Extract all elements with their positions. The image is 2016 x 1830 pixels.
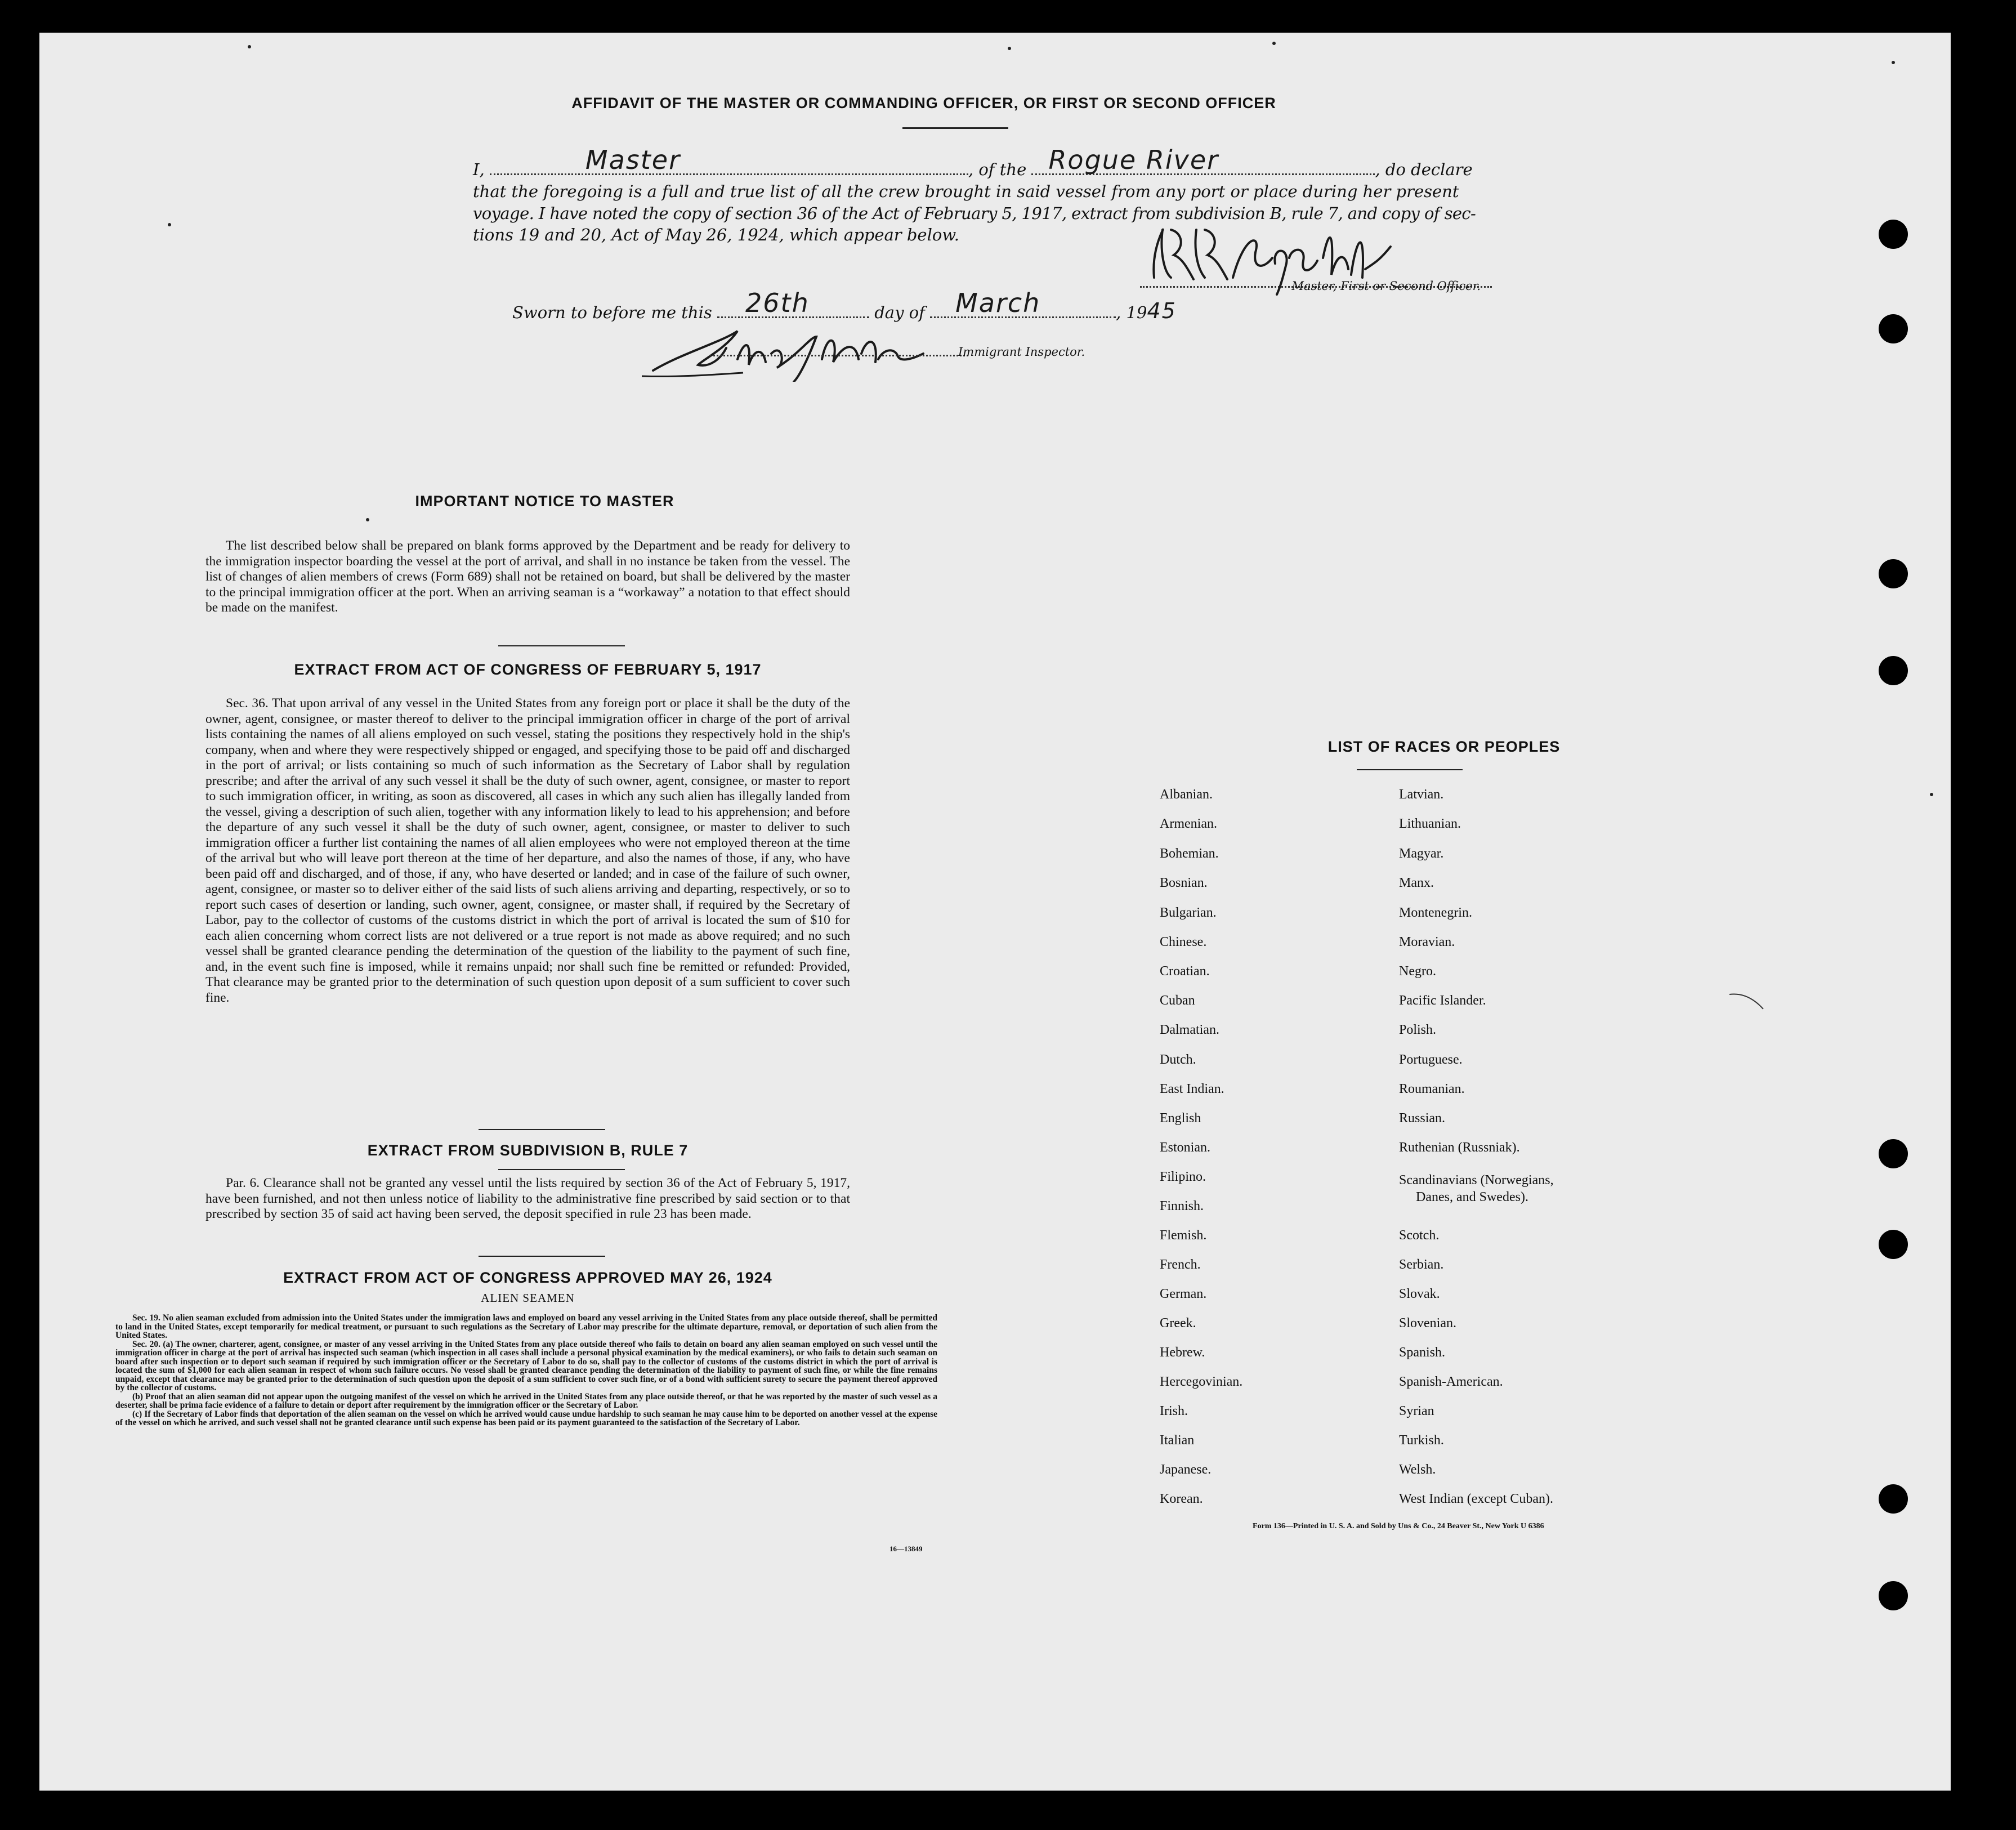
race-right-20: Spanish-American.: [1399, 1374, 1503, 1389]
binder-hole: [1879, 314, 1908, 343]
speck: [168, 223, 171, 226]
race-right-5: Moravian.: [1399, 935, 1455, 949]
race-right-23: Welsh.: [1399, 1462, 1436, 1477]
master-signature-caption: Master, First or Second Officer.: [1291, 279, 1481, 293]
race-right-16: Serbian.: [1399, 1257, 1444, 1272]
race-right-21: Syrian: [1399, 1404, 1434, 1418]
races-divider: [1357, 769, 1463, 770]
speck: [1930, 793, 1933, 796]
sec20c-body: (c) If the Secretary of Labor finds that deportation of the alien seaman on the vessel on which he arrived would cause undue hardship to such seaman he may cause him to be deported on another vessel at the expense of the vessel on which he arrived, and such vessel shall not be granted clearance until such expense has been paid or its payment guaranteed to the satisfaction of the Secretary of Labor.: [115, 1409, 937, 1427]
race-left-19: Hebrew.: [1160, 1345, 1205, 1360]
race-left-4: Bulgarian.: [1160, 905, 1217, 920]
rule7-divider: [479, 1256, 605, 1257]
race-right-14: Danes, and Swedes).: [1416, 1190, 1528, 1204]
month-field: [930, 288, 1116, 318]
race-right-7: Pacific Islander.: [1399, 993, 1486, 1008]
race-left-14: Finnish.: [1160, 1199, 1204, 1213]
notice-body: The list described below shall be prepared on blank forms approved by the Department and be ready for delivery to the immigration inspector boarding the vessel at the port of arrival, and shall in no instance be taken from the vessel. The list of changes of alien members of crews (Form 689) shall not be retained on board, but shall be delivered by the master to the principal immigration officer at the port. When an arriving seaman is a “workaway” a notation to that effect should be made on the manifest.: [205, 538, 850, 615]
day-handwriting: 26th: [745, 288, 810, 318]
affidavit-title: AFFIDAVIT OF THE MASTER OR COMMANDING OFFICER, OR FIRST OR SECOND OFFICER: [571, 95, 1276, 111]
race-right-2: Magyar.: [1399, 846, 1444, 861]
race-left-10: East Indian.: [1160, 1082, 1224, 1096]
race-left-8: Dalmatian.: [1160, 1023, 1219, 1037]
affidavit-line-4: tions 19 and 20, Act of May 26, 1924, which appear below.: [473, 225, 959, 244]
race-left-11: English: [1160, 1111, 1201, 1126]
rule7-body: Par. 6. Clearance shall not be granted any vessel until the lists required by section 36 of the Act of February 5, 1917, have been furnished, and not then unless notice of liability to the administrative fine prescribed by said section or to that prescribed by section 35 of said act having been served, the deposit specified in rule 23 has been made.: [205, 1176, 850, 1221]
rule7-title-divider: [498, 1169, 625, 1170]
rule7-title: EXTRACT FROM SUBDIVISION B, RULE 7: [367, 1142, 689, 1159]
rule7-block: [205, 1176, 850, 1222]
race-left-15: Flemish.: [1160, 1228, 1207, 1243]
notice-body-block: [205, 538, 850, 616]
vessel-name-field: [1031, 145, 1375, 175]
do-declare-label: , do declare: [1375, 160, 1473, 179]
race-left-5: Chinese.: [1160, 935, 1207, 949]
race-right-13: Scandinavians (Norwegians,: [1399, 1173, 1554, 1188]
race-right-22: Turkish.: [1399, 1433, 1444, 1448]
notice-title: IMPORTANT NOTICE TO MASTER: [415, 493, 674, 510]
races-title: LIST OF RACES OR PEOPLES: [1327, 738, 1561, 755]
sec19-body: Sec. 19. No alien seaman excluded from admission into the United States under the immigration laws and employed on board any vessel arriving in the United States from any place outside thereof, shall be permitted to land in the United States, except temporarily for medical treatment, or pursuant to such regulations as the Secretary of Labor may prescribe for the ultimate departure, removal, or deportation of such alien from the United States.: [115, 1313, 937, 1340]
race-left-17: German.: [1160, 1287, 1207, 1301]
notice-divider: [498, 645, 625, 646]
binder-hole: [1879, 1484, 1908, 1514]
race-left-2: Bohemian.: [1160, 846, 1219, 861]
race-right-4: Montenegrin.: [1399, 905, 1472, 920]
binder-hole: [1879, 220, 1908, 249]
binder-hole: [1879, 1139, 1908, 1168]
year-handwriting: 45: [1147, 298, 1177, 323]
race-right-24: West Indian (except Cuban).: [1399, 1492, 1553, 1506]
race-left-7: Cuban: [1160, 993, 1195, 1008]
document-page: [39, 33, 1951, 1791]
extract-1924-title: EXTRACT FROM ACT OF CONGRESS APPROVED MAY 26, 1924: [283, 1269, 772, 1286]
affidavit-line-2: that the foregoing is a full and true list of all the crew brought in said vessel from any port or place during her present: [473, 182, 1459, 201]
sec20a-body: Sec. 20. (a) The owner, charterer, agent, consignee, or master of any vessel arriving in the United States from any place outside thereof who fails to detain on board any alien seaman employed on such vessel until the immigration officer in charge at the port of arrival has inspected such seaman (which inspection in all cases shall include a personal physical examination by the medical examiners), or who fails to detain such seaman on board after such inspection or to deport such seaman if required by such immigration officer or the Secretary of Labor to do so, shall pay to the collector of customs of the customs district in which the port of arrival is located the sum of $1,000 for each alien seaman in respect of whom such failure occurs. No vessel shall be granted clearance pending the determination of the liability to payment of such fine, or while the fine remains unpaid, except that clearance may be granted prior to the determination of such question upon the deposit of a sum sufficient to cover such fine, or of a bond with sufficient surety to secure the payment thereof approved by the collector of customs.: [115, 1339, 937, 1392]
race-right-19: Spanish.: [1399, 1345, 1446, 1360]
title-divider: [902, 127, 1008, 129]
inspector-signature-mark: [631, 314, 946, 382]
stray-pen-mark: [1728, 990, 1768, 1012]
race-right-11: Russian.: [1399, 1111, 1446, 1126]
race-left-13: Filipino.: [1160, 1170, 1206, 1184]
race-right-10: Roumanian.: [1399, 1082, 1465, 1096]
race-left-23: Japanese.: [1160, 1462, 1212, 1477]
extract-1924-subtitle: ALIEN SEAMEN: [481, 1291, 575, 1305]
race-right-0: Latvian.: [1399, 787, 1444, 802]
race-left-6: Croatian.: [1160, 964, 1210, 979]
race-right-17: Slovak.: [1399, 1287, 1440, 1301]
binder-hole: [1879, 1230, 1908, 1259]
race-left-21: Irish.: [1160, 1404, 1188, 1418]
binder-hole: [1879, 1581, 1908, 1610]
inspector-caption: Immigrant Inspector.: [958, 345, 1085, 359]
day-of-label: day of: [874, 303, 925, 322]
race-left-9: Dutch.: [1160, 1052, 1196, 1067]
race-right-18: Slovenian.: [1399, 1316, 1456, 1331]
extract-1924-block: [115, 1314, 937, 1427]
i-label: I,: [473, 160, 485, 179]
sworn-label: Sworn to before me this: [512, 303, 712, 322]
speck: [248, 45, 251, 48]
race-right-12: Ruthenian (Russniak).: [1399, 1140, 1520, 1155]
race-right-1: Lithuanian.: [1399, 816, 1461, 831]
speck: [1008, 47, 1011, 50]
race-right-3: Manx.: [1399, 876, 1434, 890]
sec20b-body: (b) Proof that an alien seaman did not appear upon the outgoing manifest of the vessel on which he arrived in the United States from any place outside thereof, or that he was reported by the master of such vessel as a deserter, shall be prima facie evidence of a failure to detain or deport after requirement by the immigration officer or the Secretary of Labor.: [115, 1391, 937, 1410]
race-left-12: Estonian.: [1160, 1140, 1210, 1155]
officer-title-field: [490, 145, 968, 175]
month-handwriting: March: [955, 288, 1041, 318]
vessel-name-handwriting: Rogue River: [1048, 145, 1219, 175]
speck: [366, 518, 369, 521]
affidavit-line-1: [473, 145, 1576, 181]
race-right-9: Portuguese.: [1399, 1052, 1463, 1067]
race-left-16: French.: [1160, 1257, 1201, 1272]
race-left-18: Greek.: [1160, 1316, 1196, 1331]
inspector-signature-line: [709, 355, 968, 356]
extract-1917-body: Sec. 36. That upon arrival of any vessel in the United States from any foreign port or place it shall be the duty of the owner, agent, consignee, or master thereof to deliver to the principal immigration officer in charge of the port of arrival lists containing the names of all aliens employed on such vessel, stating the positions they respectively hold in the ship's company, when and where they were respectively shipped or engaged, and specifying those to be paid off and discharged in the port of arrival; or lists containing so much of such information as the Secretary of Labor shall by regulation prescribe; and after the arrival of any such vessel it shall be the duty of such owner, agent, consignee, or master to report to such immigration officer, in writing, as soon as discovered, all cases in which any such alien has illegally landed from the vessel, giving a description of such alien, together with any information likely to lead to his apprehension; and before the departure of any such vessel it shall be the duty of such owner, agent, consignee, or master to deliver to such immigration officer a further list containing the names of all alien employees who were not employed thereon at the time of the arrival but who will leave port thereon at the time of her departure, and also the names of those, if any, who have been paid off and discharged, and of those, if any, who have deserted or landed; and in case of the failure of such owner, agent, consignee, or master so to deliver either of the said lists of such aliens arriving and departing, respectively, or so to report such cases of desertion or landing, such owner, agent, consignee, or master shall, if required by the Secretary of Labor, pay to the collector of customs of the customs district in which the port of arrival is located the sum of $10 for each alien concerning whom correct lists are not delivered or a true report is not made as above required; and no such vessel shall be granted clearance pending the determination of the question of the liability to the payment of such fine, and, in the event such fine is imposed, while it remains unpaid; nor shall such fine be remitted or refunded: Provided, That clearance may be granted prior to the determination of such question upon deposit of a sum sufficient to cover such fine.: [205, 696, 850, 1005]
of-the-label: , of the: [968, 160, 1027, 179]
race-left-22: Italian: [1160, 1433, 1195, 1448]
extract-1917-block: [205, 696, 850, 1006]
race-left-0: Albanian.: [1160, 787, 1213, 802]
printer-footer: Form 136—Printed in U. S. A. and Sold by Uns & Co., 24 Beaver St., New York U 6386: [1253, 1522, 1544, 1530]
binder-hole: [1879, 559, 1908, 588]
race-left-24: Korean.: [1160, 1492, 1203, 1506]
officer-title-handwriting: Master: [585, 145, 681, 175]
race-right-15: Scotch.: [1399, 1228, 1440, 1243]
speck: [1272, 42, 1276, 45]
binder-hole: [1879, 656, 1908, 685]
race-right-6: Negro.: [1399, 964, 1436, 979]
race-right-8: Polish.: [1399, 1023, 1437, 1037]
race-left-1: Armenian.: [1160, 816, 1217, 831]
extract-1917-title: EXTRACT FROM ACT OF CONGRESS OF FEBRUARY 5, 1917: [294, 661, 762, 678]
affidavit-line-3: voyage. I have noted the copy of section 36 of the Act of February 5, 1917, extract from subdivision B, rule 7, and copy of sec-: [473, 204, 1476, 223]
race-left-20: Hercegovinian.: [1160, 1374, 1243, 1389]
year-prefix: , 19: [1116, 303, 1147, 322]
extract-1917-divider: [479, 1129, 605, 1130]
speck: [1892, 61, 1895, 64]
inspector-signature-block: [631, 325, 991, 365]
form-code: 16—13849: [889, 1545, 923, 1553]
race-left-3: Bosnian.: [1160, 876, 1208, 890]
